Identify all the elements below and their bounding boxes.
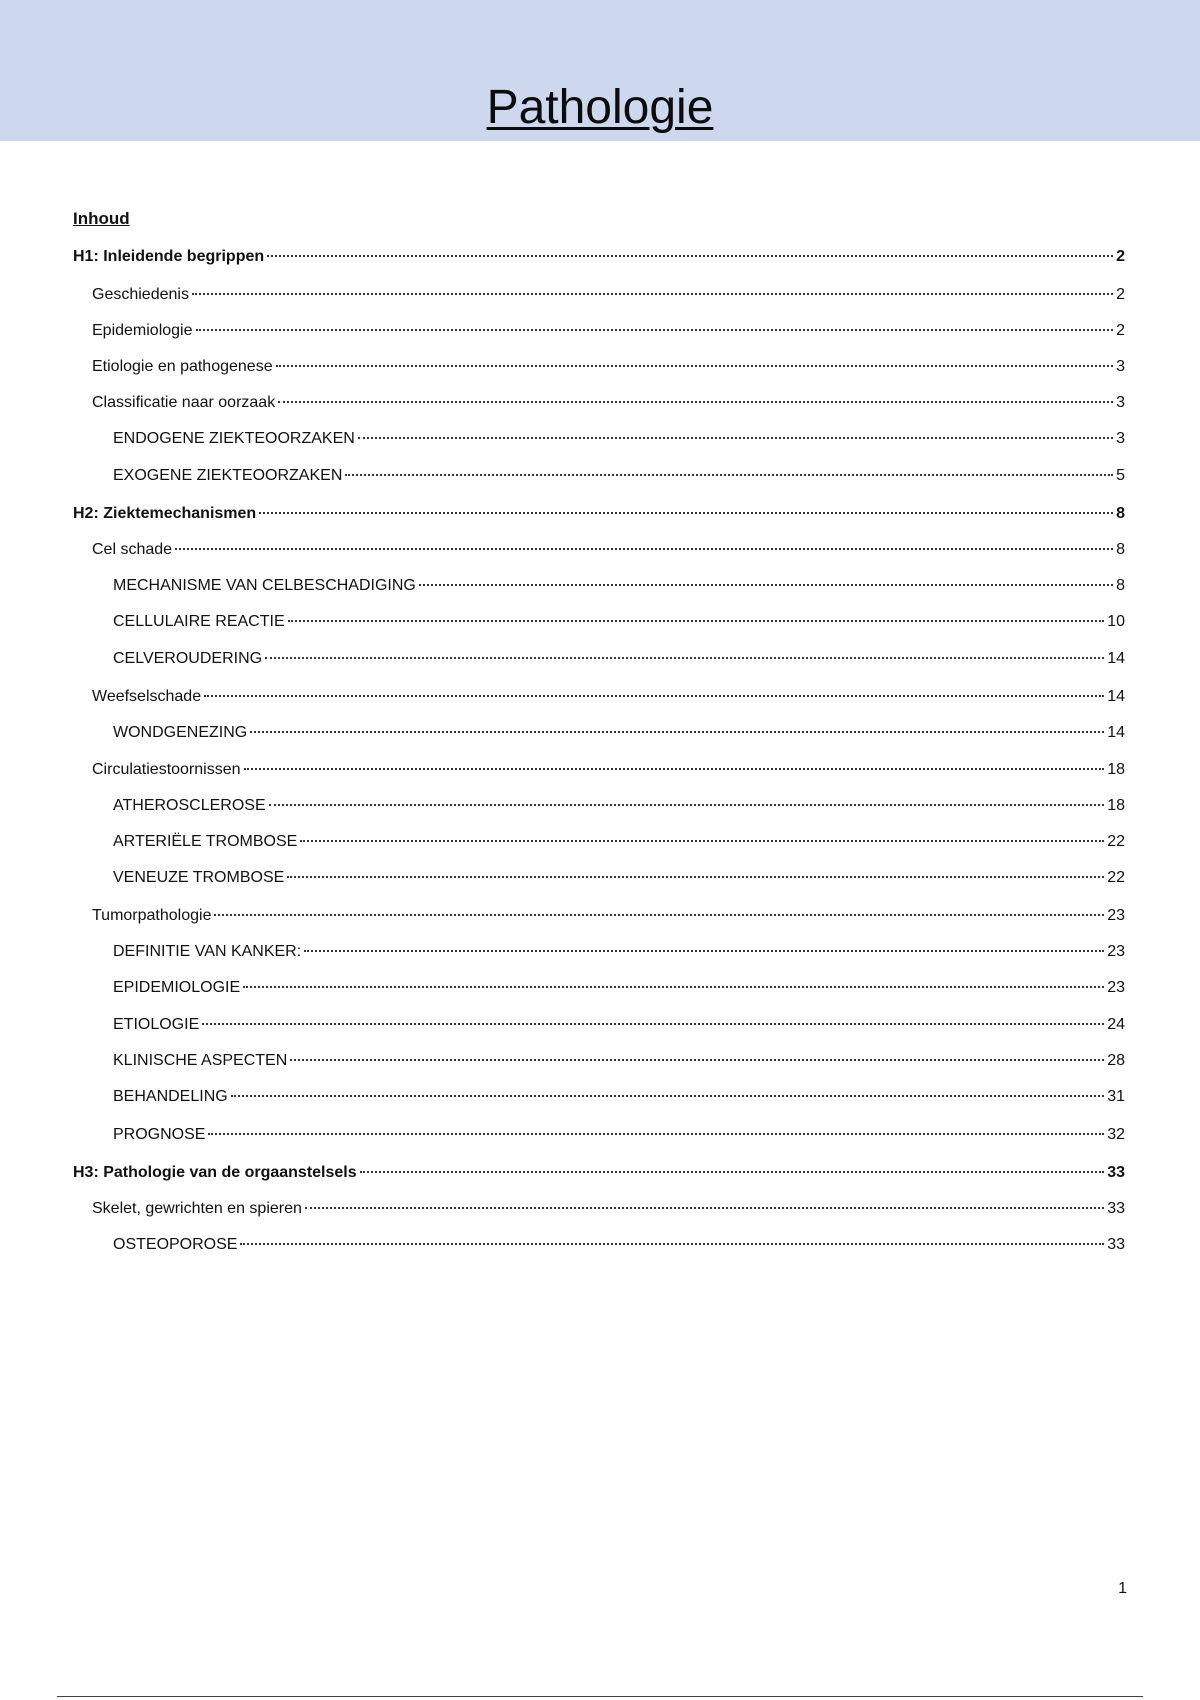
toc-entry-page: 33 [1107, 1164, 1125, 1181]
toc-entry[interactable] [113, 831, 1125, 853]
dot-leader [202, 1023, 1104, 1025]
toc-entry-page: 5 [1116, 467, 1125, 484]
toc-entry[interactable] [92, 320, 1125, 342]
toc-entry[interactable] [113, 977, 1125, 999]
toc-entry[interactable] [113, 1124, 1125, 1146]
toc-entry[interactable] [73, 1162, 1125, 1184]
dot-leader [208, 1133, 1104, 1135]
document-title: Pathologie [486, 81, 714, 134]
toc-entry-page: 24 [1107, 1016, 1125, 1033]
page-number: 1 [1118, 1580, 1127, 1597]
toc-entry[interactable] [113, 941, 1125, 963]
toc-entry[interactable] [113, 648, 1125, 670]
toc-entry-label: H1: Inleidende begrippen [73, 248, 265, 265]
toc-entry-label: EXOGENE ZIEKTEOORZAKEN [113, 467, 343, 484]
toc-entry-page: 33 [1107, 1200, 1125, 1217]
toc-entry-page: 3 [1116, 358, 1125, 375]
toc-entry-label: H3: Pathologie van de orgaanstelsels [73, 1164, 357, 1181]
toc-entry[interactable] [113, 1014, 1125, 1036]
dot-leader [278, 401, 1113, 403]
toc-entry[interactable] [73, 503, 1125, 525]
toc-entry[interactable] [113, 465, 1125, 487]
toc-entry-label: Cel schade [92, 541, 173, 558]
dot-leader [250, 731, 1104, 733]
toc-entry-page: 8 [1116, 541, 1125, 558]
toc-entry[interactable] [113, 1050, 1125, 1072]
toc-entry-page: 23 [1107, 943, 1125, 960]
toc-entry[interactable] [92, 759, 1125, 781]
toc-entry-page: 14 [1107, 724, 1125, 741]
toc-entry-label: Geschiedenis [92, 286, 189, 303]
toc-entry[interactable] [92, 284, 1125, 306]
dot-leader [265, 657, 1104, 659]
toc-entry-label: MECHANISME VAN CELBESCHADIGING [113, 577, 416, 594]
toc-entry-label: OSTEOPOROSE [113, 1236, 238, 1253]
toc-entry-page: 8 [1116, 505, 1125, 522]
toc-entry-label: Circulatiestoornissen [92, 761, 241, 778]
dot-leader [240, 1243, 1104, 1245]
toc-entry[interactable] [113, 428, 1125, 450]
toc-entry-page: 3 [1116, 394, 1125, 411]
toc-entry[interactable] [113, 867, 1125, 889]
toc-entry[interactable] [113, 1086, 1125, 1108]
toc-entry-page: 22 [1107, 833, 1125, 850]
dot-leader [300, 840, 1104, 842]
toc-entry[interactable] [92, 1198, 1125, 1220]
dot-leader [196, 329, 1114, 331]
toc-entry[interactable] [92, 392, 1125, 414]
toc-entry-page: 14 [1107, 650, 1125, 667]
toc-entry-page: 10 [1107, 613, 1125, 630]
dot-leader [259, 512, 1113, 514]
dot-leader [175, 548, 1113, 550]
toc-entry[interactable] [113, 575, 1125, 597]
toc-entry-label: WONDGENEZING [113, 724, 248, 741]
dot-leader [276, 365, 1114, 367]
toc-entry-label: PROGNOSE [113, 1126, 206, 1143]
toc-entry-page: 33 [1107, 1236, 1125, 1253]
toc-entry-label: ENDOGENE ZIEKTEOORZAKEN [113, 430, 355, 447]
toc-heading: Inhoud [73, 209, 130, 228]
toc-entry-page: 2 [1116, 248, 1125, 265]
toc-entry-label: CELLULAIRE REACTIE [113, 613, 285, 630]
toc-entry-label: ARTERIËLE TROMBOSE [113, 833, 298, 850]
toc-entry-page: 14 [1107, 688, 1125, 705]
toc-entry-page: 32 [1107, 1126, 1125, 1143]
toc-entry[interactable] [92, 686, 1125, 708]
toc-entry-page: 22 [1107, 869, 1125, 886]
toc-entry-label: BEHANDELING [113, 1088, 228, 1105]
toc-entry-page: 28 [1107, 1052, 1125, 1069]
footer-rule [57, 1696, 1143, 1697]
dot-leader [358, 437, 1113, 439]
toc-entry[interactable] [92, 356, 1125, 378]
dot-leader [244, 768, 1105, 770]
toc-entry-page: 2 [1116, 322, 1125, 339]
toc-entry[interactable] [73, 246, 1125, 268]
toc-entry[interactable] [92, 539, 1125, 561]
toc-entry[interactable] [113, 722, 1125, 744]
table-of-contents [73, 208, 1125, 1253]
toc-entry-page: 8 [1116, 577, 1125, 594]
toc-entry-label: VENEUZE TROMBOSE [113, 869, 285, 886]
dot-leader [290, 1059, 1104, 1061]
toc-entry[interactable] [113, 611, 1125, 633]
dot-leader [419, 584, 1113, 586]
toc-entry-page: 18 [1107, 797, 1125, 814]
toc-entry-page: 31 [1107, 1088, 1125, 1105]
toc-entry-label: ETIOLOGIE [113, 1016, 200, 1033]
dot-leader [214, 914, 1104, 916]
toc-entry-label: Skelet, gewrichten en spieren [92, 1200, 302, 1217]
dot-leader [243, 986, 1104, 988]
toc-entry-page: 23 [1107, 907, 1125, 924]
toc-entry-label: ATHEROSCLEROSE [113, 797, 266, 814]
toc-entry-page: 3 [1116, 430, 1125, 447]
toc-entry[interactable] [113, 795, 1125, 817]
toc-entry-label: KLINISCHE ASPECTEN [113, 1052, 288, 1069]
toc-entry[interactable] [92, 905, 1125, 927]
toc-entry-label: H2: Ziektemechanismen [73, 505, 257, 522]
toc-entry[interactable] [113, 1234, 1125, 1256]
toc-entry-label: Etiologie en pathogenese [92, 358, 273, 375]
dot-leader [288, 620, 1105, 622]
dot-leader [360, 1171, 1105, 1173]
toc-entry-label: Tumorpathologie [92, 907, 212, 924]
toc-entry-label: CELVEROUDERING [113, 650, 263, 667]
toc-entry-label: Weefselschade [92, 688, 202, 705]
dot-leader [192, 293, 1113, 295]
dot-leader [304, 950, 1104, 952]
dot-leader [287, 876, 1104, 878]
dot-leader [345, 474, 1113, 476]
dot-leader [305, 1207, 1104, 1209]
dot-leader [267, 255, 1113, 257]
toc-entry-page: 23 [1107, 979, 1125, 996]
toc-entry-label: DEFINITIE VAN KANKER: [113, 943, 302, 960]
dot-leader [269, 804, 1105, 806]
toc-entry-label: EPIDEMIOLOGIE [113, 979, 241, 996]
toc-entry-page: 2 [1116, 286, 1125, 303]
dot-leader [204, 695, 1104, 697]
toc-entry-page: 18 [1107, 761, 1125, 778]
toc-entry-label: Epidemiologie [92, 322, 193, 339]
dot-leader [231, 1095, 1105, 1097]
toc-entry-label: Classificatie naar oorzaak [92, 394, 276, 411]
